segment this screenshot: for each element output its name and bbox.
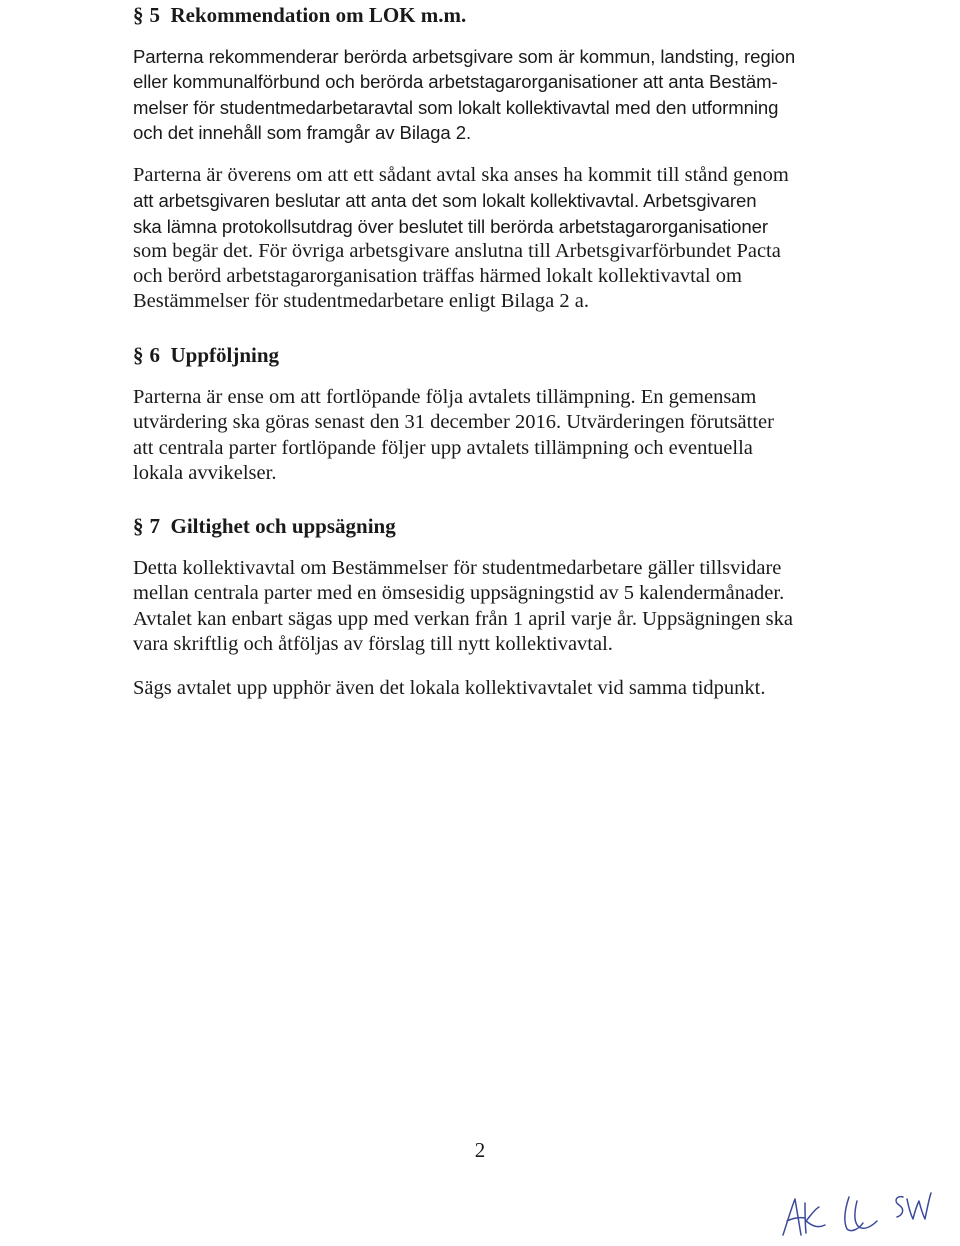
paragraph-line: Parterna är ense om att fortlöpande följa avtalets tillämpning. En gemensam <box>133 386 757 408</box>
section-7-paragraph-1 <box>133 556 845 657</box>
paragraph-line: Parterna rekommenderar berörda arbetsgivare som är kommun, landsting, region <box>133 46 796 67</box>
section-title: Uppföljning <box>170 343 280 367</box>
section-number: 7 <box>149 514 160 538</box>
paragraph-line: melser för studentmedarbetaravtal som lokalt kollektivavtal med den utformning <box>133 96 779 118</box>
handwritten-signature <box>775 1185 935 1240</box>
paragraph-line: Avtalet kan enbart sägas upp med verkan från 1 april varje år. Uppsägningen ska <box>133 607 793 630</box>
paragraph-line: mellan centrala parter med en ömsesidig uppsägningstid av 5 kalendermånader. <box>133 582 785 605</box>
paragraph-line: och det innehåll som framgår av Bilaga 2. <box>133 121 472 143</box>
section-number: 5 <box>149 3 160 27</box>
paragraph-line: lokala avvikelser. <box>133 461 277 484</box>
section-7-heading <box>133 513 396 539</box>
section-6-paragraph-1 <box>133 385 845 486</box>
paragraph-line: eller kommunalförbund och berörda arbetstagarorganisationer att anta Bestäm- <box>133 71 778 93</box>
paragraph-line: som begär det. För övriga arbetsgivare anslutna till Arbetsgivarförbundet Pacta <box>133 239 781 262</box>
section-number: 6 <box>149 343 160 367</box>
paragraph-line: ska lämna protokollsutdrag över beslutet till berörda arbetstagarorganisationer <box>133 215 768 237</box>
paragraph-line: och berörd arbetstagarorganisation träffas härmed lokalt kollektivavtal om <box>133 265 742 288</box>
section-symbol: § <box>133 3 144 27</box>
paragraph-line: utvärdering ska göras senast den 31 december 2016. Utvärderingen förutsätter <box>133 411 774 434</box>
section-6-heading <box>133 342 279 368</box>
paragraph-line: Sägs avtalet upp upphör även det lokala kollektivavtalet vid samma tidpunkt. <box>133 677 766 699</box>
section-symbol: § <box>133 343 144 367</box>
page-number: 2 <box>474 1138 486 1162</box>
paragraph-line: vara skriftlig och åtföljas av förslag till nytt kollektivavtal. <box>133 632 613 655</box>
paragraph-line: Detta kollektivavtal om Bestämmelser för studentmedarbetare gäller tillsvidare <box>133 557 782 579</box>
section-5-heading <box>133 2 466 28</box>
paragraph-line: att centrala parter fortlöpande följer upp avtalets tillämpning och eventuella <box>133 436 753 459</box>
section-title: Rekommendation om LOK m.m. <box>170 3 467 27</box>
section-5-paragraph-1 <box>133 44 845 145</box>
paragraph-line: Parterna är överens om att ett sådant avtal ska anses ha kommit till stånd genom <box>133 164 789 186</box>
section-symbol: § <box>133 514 144 538</box>
paragraph-line: att arbetsgivaren beslutar att anta det som lokalt kollektivavtal. Arbetsgivaren <box>133 190 757 212</box>
paragraph-line: Bestämmelser för studentmedarbetare enligt Bilaga 2 a. <box>133 290 589 313</box>
section-title: Giltighet och uppsägning <box>170 514 396 538</box>
section-5-paragraph-2 <box>133 163 845 315</box>
section-7-paragraph-2 <box>133 676 845 701</box>
